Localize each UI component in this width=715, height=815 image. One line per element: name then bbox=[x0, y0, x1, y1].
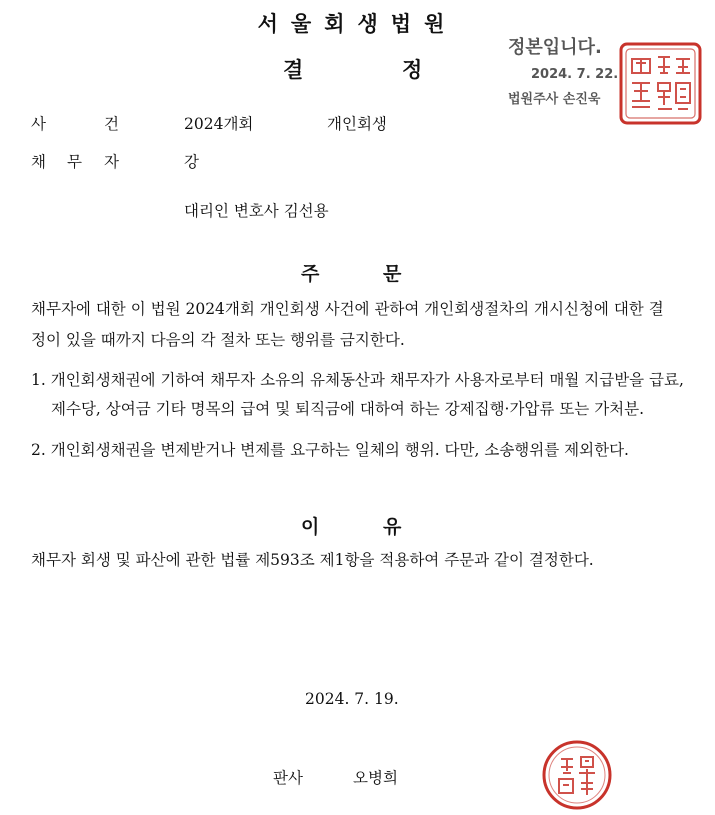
case-number: 2024개회 bbox=[184, 115, 254, 133]
debtor-label-3: 자 bbox=[104, 153, 119, 171]
reason-heading-left: 이 bbox=[301, 516, 320, 538]
judge-name: 오병희 bbox=[353, 769, 398, 787]
judge-title: 판사 bbox=[273, 769, 303, 787]
debtor-agent: 대리인 변호사 김선용 bbox=[184, 202, 329, 220]
case-label-2: 건 bbox=[104, 115, 119, 133]
debtor-label-2: 무 bbox=[67, 153, 82, 171]
case-label: 사 bbox=[31, 115, 46, 133]
order-item-1: 1. 개인회생채권에 기하여 채무자 소유의 유체동산과 채무자가 사용자로부터 매월 지급받을 급료, 제수당, 상여금 기타 명목의 급여 및 퇴직금에 대하여 하는 강제집행·가압류 또는 가처분. bbox=[31, 371, 684, 418]
court-name: 서울회생법원 bbox=[257, 12, 458, 36]
judge-seal-icon bbox=[541, 739, 613, 811]
certified-copy-label: 정본입니다. bbox=[508, 37, 602, 58]
debtor-label: 채 bbox=[31, 153, 46, 171]
reason-text: 채무자 회생 및 파산에 관한 법률 제593조 제1항을 적용하여 주문과 같이 결정한다. bbox=[31, 551, 594, 569]
case-name: 개인회생 bbox=[327, 115, 387, 133]
decision-date: 2024. 7. 19. bbox=[305, 690, 399, 708]
debtor-name: 강 bbox=[184, 153, 199, 171]
order-heading-right: 문 bbox=[383, 263, 402, 285]
court-seal-icon bbox=[618, 41, 703, 126]
doc-type-right: 정 bbox=[402, 58, 423, 82]
certified-date: 2024. 7. 22. bbox=[531, 67, 619, 82]
doc-type-left: 결 bbox=[283, 58, 304, 82]
court-clerk: 법원주사 손진욱 bbox=[508, 92, 601, 107]
order-item-2: 2. 개인회생채권을 변제받거나 변제를 요구하는 일체의 행위. 다만, 소송행위를 제외한다. bbox=[31, 441, 629, 459]
order-intro: 채무자에 대한 이 법원 2024개회 개인회생 사건에 관하여 개인회생절차의 개시신청에 대한 결정이 있을 때까지 다음의 각 절차 또는 행위를 금지한다. bbox=[31, 300, 664, 349]
reason-heading-right: 유 bbox=[383, 516, 402, 538]
order-heading-left: 주 bbox=[301, 263, 320, 285]
